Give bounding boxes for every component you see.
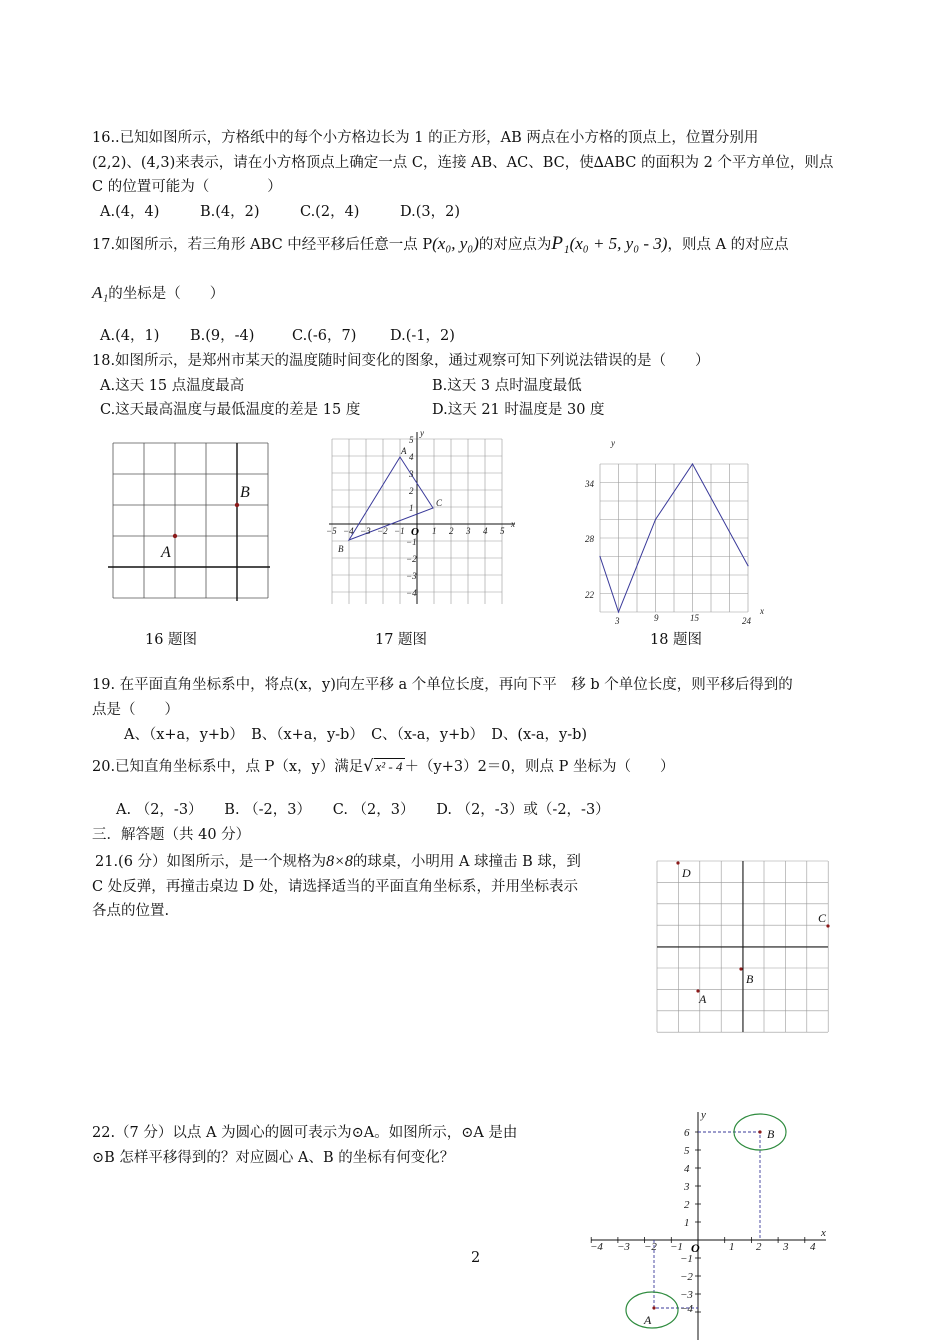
label-b: B: [767, 1127, 775, 1141]
circle-a: [626, 1292, 678, 1328]
y-tick: 2: [409, 486, 414, 496]
caption-18: 18 题图: [650, 632, 703, 648]
x-tick: 15: [690, 613, 699, 623]
y-tick: 3: [684, 1181, 690, 1193]
figure-18-temperature-chart: [580, 438, 780, 630]
q20-line1: [92, 756, 675, 777]
q17-p1-coord: (x₀ + 5, y₀ - 3): [569, 234, 668, 253]
q17-option-a: A.(4，1): [100, 328, 160, 344]
caption-17: 17 题图: [375, 632, 428, 648]
x-tick: 9: [654, 613, 659, 623]
caption-16: 16 题图: [145, 632, 198, 648]
y-tick: −4: [680, 1303, 693, 1315]
q17-option-d: D.(-1，2): [390, 328, 455, 344]
q21-line2: C 处反弹，再撞击桌边 D 处，请选择适当的平面直角坐标系，并用坐标表示: [92, 879, 579, 895]
x-tick: −1: [394, 526, 405, 536]
x-tick: −5: [326, 526, 337, 536]
x-axis-label: x: [760, 606, 764, 616]
x-tick: 1: [432, 526, 437, 536]
label-a: A: [699, 992, 707, 1006]
center-a: [652, 1306, 655, 1309]
point-b-marker: [235, 503, 239, 507]
sqrt-symbol: √: [363, 756, 374, 775]
y-axis-label: y: [701, 1109, 706, 1121]
q18-option-c: C.这天最高温度与最低温度的差是 15 度: [100, 402, 361, 418]
y-tick: 34: [585, 479, 594, 489]
q19-line1: 19. 在平面直角坐标系中，将点(x，y)向左平移 a 个单位长度，再向下平 移 b 个单位长度，则平移后得到的: [92, 677, 793, 693]
q20-post: ＋（y+3）2＝0，则点 P 坐标为（ ）: [404, 759, 675, 775]
q16-line3: C 的位置可能为（ ）: [92, 179, 282, 195]
x-tick: 3: [466, 526, 471, 536]
x-tick: −4: [343, 526, 354, 536]
y-tick: 1: [409, 503, 414, 513]
x-tick: 5: [500, 526, 505, 536]
x-tick: −2: [644, 1241, 657, 1253]
figure-16-grid: [108, 438, 273, 608]
q17-line1: [92, 234, 789, 255]
origin-label: O: [691, 1241, 700, 1255]
label-b: B: [338, 544, 344, 554]
y-tick: −2: [406, 554, 417, 564]
label-d: D: [682, 866, 691, 880]
point-d-marker: [676, 861, 679, 864]
figure-22-circles-plot: [586, 1108, 832, 1344]
figure-17-coordinate-plot: [325, 428, 520, 608]
q16-line1: 16..已知如图所示，方格纸中的每个小方格边长为 1 的正方形，AB 两点在小方格的顶点上，位置分别用: [92, 130, 759, 146]
q19-options: A、（x+a，y+b） B、（x+a，y-b） C、（x-a，y+b） D、(x-a，y-b): [124, 727, 588, 743]
y-tick: 5: [409, 435, 414, 445]
q21-line3: 各点的位置.: [92, 903, 170, 919]
label-a: A: [644, 1313, 652, 1327]
data-point: [618, 611, 619, 612]
x-tick: 2: [449, 526, 454, 536]
x-tick: −1: [670, 1241, 683, 1253]
label-b: B: [240, 484, 250, 501]
section-heading: 三．解答题（共 40 分）: [92, 827, 251, 843]
data-point: [655, 519, 656, 520]
q20-sqrt-content: x² - 4: [375, 759, 403, 774]
y-tick: −3: [680, 1289, 693, 1301]
q22-line2: ⊙B 怎样平移得到的？对应圆心 A、B 的坐标有何变化？: [92, 1150, 455, 1166]
x-tick: 24: [742, 616, 751, 626]
data-point: [692, 463, 693, 464]
q18-option-d: D.这天 21 时温度是 30 度: [432, 402, 605, 418]
q19-line2: 点是（ ）: [92, 702, 179, 718]
q20-options: A. （2，-3） B. （-2，3） C. （2，3） D. （2，-3）或（-2，-3）: [116, 802, 610, 818]
x-tick: 2: [756, 1241, 762, 1253]
q17-option-c: C.(-6，7): [292, 328, 357, 344]
q21-line1: [95, 852, 581, 872]
q20-pre: 20.已知直角坐标系中，点 P（x，y）满足: [92, 759, 364, 775]
page-number: 2: [471, 1250, 481, 1266]
y-tick: −1: [406, 537, 417, 547]
q18-option-b: B.这天 3 点时温度最低: [432, 378, 582, 394]
q17-option-b: B.(9，-4): [190, 328, 255, 344]
y-tick: 6: [684, 1127, 690, 1139]
q17-line2: [92, 283, 224, 304]
x-tick: 4: [810, 1241, 816, 1253]
q17-mid: 的对应点为: [478, 237, 552, 253]
y-tick: 5: [684, 1145, 690, 1157]
point-a-marker: [173, 534, 177, 538]
x-axis-label: x: [511, 519, 515, 529]
q16-line2: (2,2)、(4,3)来表示，请在小方格顶点上确定一点 C，连接 AB、AC、BC，使∆ABC 的面积为 2 个平方单位，则点: [92, 155, 834, 171]
x-tick: −3: [617, 1241, 630, 1253]
point-b-marker: [739, 967, 742, 970]
q17-line2-text: 的坐标是（ ）: [108, 286, 225, 302]
label-a: A: [161, 544, 171, 561]
x-tick: 3: [783, 1241, 789, 1253]
q17-p-coord: (x₀, y₀): [432, 234, 479, 253]
q21-pre: 21.(6 分）如图所示，是一个规格为: [95, 854, 327, 870]
label-c: C: [818, 911, 827, 925]
label-c: C: [436, 498, 443, 508]
y-tick: −3: [406, 571, 417, 581]
q16-option-b: B.(4，2): [200, 204, 260, 220]
x-tick: −3: [360, 526, 371, 536]
y-tick: 3: [409, 469, 414, 479]
label-a: A: [401, 446, 407, 456]
x-tick: −2: [377, 526, 388, 536]
q21-size: 8×8: [326, 853, 353, 870]
q16-option-a: A.(4，4): [100, 204, 160, 220]
data-point: [747, 565, 748, 566]
q17-p1-label: P₁: [551, 233, 570, 254]
y-tick: 2: [684, 1199, 690, 1211]
figure-21-pool-table: [652, 856, 834, 1038]
y-tick: 28: [585, 534, 594, 544]
x-tick: 4: [483, 526, 488, 536]
x-axis-label: x: [821, 1227, 826, 1239]
y-tick: 4: [684, 1163, 690, 1175]
q17-a1-label: A₁: [92, 283, 109, 302]
center-b: [758, 1130, 761, 1133]
q17-post: ，则点 A 的对应点: [667, 237, 789, 253]
label-b: B: [746, 972, 754, 986]
y-tick: −1: [680, 1253, 693, 1265]
guide-b: [698, 1132, 760, 1240]
q18-line1: 18.如图所示，是郑州市某天的温度随时间变化的图象，通过观察可知下列说法错误的是（ ）: [92, 353, 710, 369]
x-tick: −4: [590, 1241, 603, 1253]
y-tick: −4: [406, 588, 417, 598]
data-point: [599, 556, 600, 557]
y-tick: 1: [684, 1217, 690, 1229]
q18-option-a: A.这天 15 点温度最高: [100, 378, 245, 394]
y-axis-label: y: [420, 428, 424, 438]
y-axis-label: y: [611, 438, 615, 448]
y-tick: −2: [680, 1271, 693, 1283]
point-c-marker: [826, 924, 829, 927]
x-tick: 1: [729, 1241, 735, 1253]
y-tick: 22: [585, 590, 594, 600]
y-tick: 4: [409, 452, 414, 462]
q16-option-d: D.(3，2): [400, 204, 460, 220]
q17-pre: 17.如图所示，若三角形 ABC 中经平移后任意一点 P: [92, 237, 433, 253]
q21-post: 的球桌，小明用 A 球撞击 B 球，到: [352, 854, 581, 870]
x-tick: 3: [615, 616, 620, 626]
origin-label: O: [411, 526, 419, 538]
q16-option-c: C.(2，4): [300, 204, 360, 220]
q22-line1: 22.（7 分）以点 A 为圆心的圆可表示为⊙A。如图所示，⊙A 是由: [92, 1125, 518, 1141]
